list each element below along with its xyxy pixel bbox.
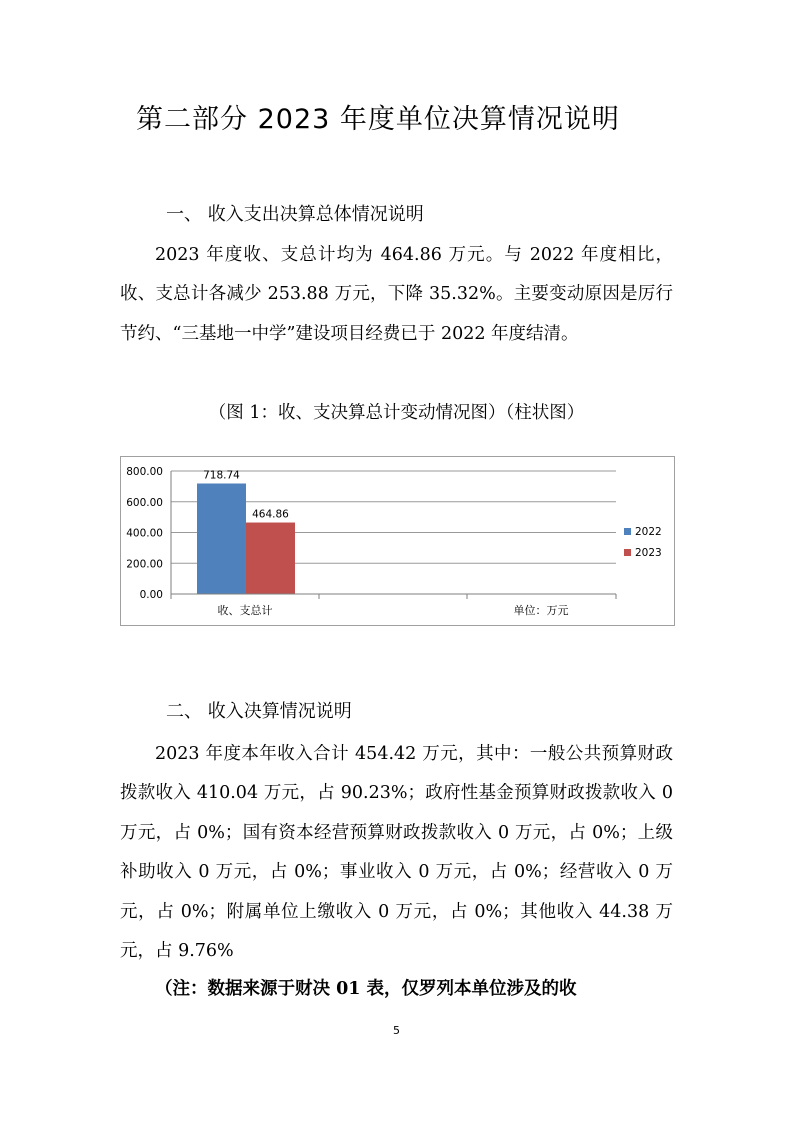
- page-title: 第二部分 2023 年度单位决算情况说明: [136, 104, 620, 135]
- y-tick-label: 400.00: [126, 527, 163, 540]
- legend-swatch-2022: [624, 528, 631, 535]
- bar-chart-svg: [121, 457, 674, 625]
- income-paragraph: 2023 年度本年收入合计 454.42 万元，其中：一般公共预算财政拨款收入 410.04 万元，占 90.23%；政府性基金预算财政拨款收入 0 万元，占 0%；国有资本经营预算财政拨款收入 0 万元，占 0%；上级补助收入 0 万元，占 0%；事业收入 0 万元，占 0%；经营收入 0 万元，占 0%；附属单位上缴收入 0 万元，占 0%；其他收入 44.38 万元，占 9.76%: [120, 744, 673, 962]
- section-heading-overall: 一、 收入支出决算总体情况说明: [166, 204, 424, 225]
- legend-label-2022: 2022: [635, 526, 662, 538]
- chart-legend: [624, 526, 662, 559]
- data-label-2023: 464.86: [252, 508, 289, 521]
- x-axis: [171, 594, 616, 617]
- x-category-label: 收、支总计: [217, 604, 273, 617]
- unit-label: 单位：万元: [513, 604, 569, 617]
- section-heading-income: 二、 收入决算情况说明: [166, 701, 352, 722]
- page-number: 5: [393, 1024, 400, 1037]
- legend-label-2023: 2023: [635, 547, 662, 559]
- data-label-2022: 718.74: [203, 469, 240, 482]
- y-axis-ticks: [126, 466, 163, 601]
- bar-2023: [246, 523, 295, 594]
- y-tick-label: 600.00: [126, 496, 163, 509]
- overall-paragraph: 2023 年度收、支总计均为 464.86 万元。与 2022 年度相比，收、支总计各减少 253.88 万元，下降 35.32%。主要变动原因是厉行节约、“三基地一中学”建设项目经费已于 2022 年度结清。: [120, 245, 673, 344]
- chart-bars: [197, 469, 295, 594]
- legend-swatch-2023: [624, 549, 631, 556]
- y-tick-label: 800.00: [126, 466, 163, 478]
- figure-caption: （图 1：收、支决算总计变动情况图）（柱状图）: [208, 403, 585, 423]
- bar-2022: [197, 483, 246, 594]
- bar-chart: [120, 456, 675, 626]
- y-tick-label: 200.00: [126, 558, 163, 571]
- data-source-note: （注：数据来源于财决 01 表，仅罗列本单位涉及的收: [155, 979, 577, 999]
- y-tick-label: 0.00: [139, 589, 163, 601]
